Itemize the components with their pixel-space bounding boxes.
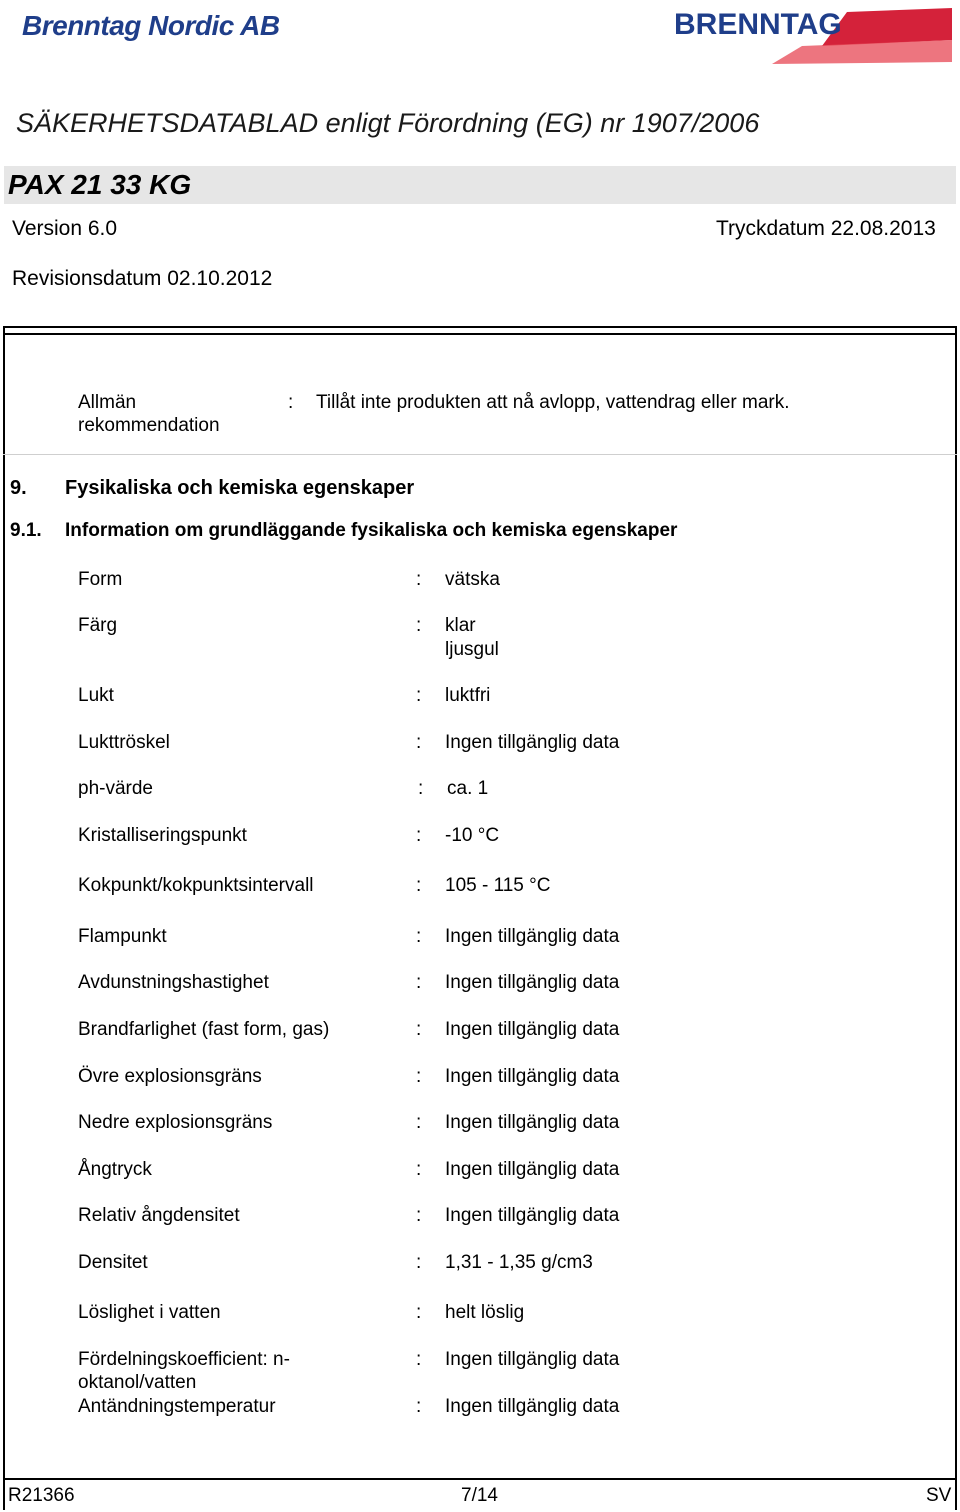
property-colon: :: [416, 1066, 422, 1087]
property-value: Ingen tillgänglig data: [445, 1205, 620, 1226]
content-frame-top: [3, 326, 957, 335]
property-label: Lukttröskel: [78, 732, 170, 753]
property-value: luktfri: [445, 685, 491, 706]
property-colon: :: [416, 1302, 422, 1323]
footer-page-number: 7/14: [461, 1485, 498, 1506]
property-colon: :: [416, 615, 422, 636]
company-name: Brenntag Nordic AB: [22, 10, 280, 41]
property-value: Ingen tillgänglig data: [445, 1066, 620, 1087]
property-value: Ingen tillgänglig data: [445, 1019, 620, 1040]
section-title: Fysikaliska och kemiska egenskaper: [65, 477, 415, 499]
property-value: Ingen tillgänglig data: [445, 732, 620, 753]
property-colon: :: [418, 778, 424, 799]
content-frame-right: [955, 326, 957, 1510]
property-colon: :: [416, 1159, 422, 1180]
property-label: Form: [78, 569, 123, 590]
property-colon: :: [416, 1112, 422, 1133]
recommendation-divider: [3, 454, 957, 455]
property-value: Ingen tillgänglig data: [445, 1112, 620, 1133]
property-value: vätska: [445, 569, 500, 590]
property-colon: :: [416, 1349, 422, 1370]
property-label: Fördelningskoefficient: n-: [78, 1349, 290, 1370]
property-value: 105 - 115 °C: [445, 875, 551, 896]
property-colon: :: [416, 1205, 422, 1226]
content-frame-bottom: [3, 1478, 957, 1480]
property-colon: :: [416, 926, 422, 947]
property-label: ph-värde: [78, 778, 153, 799]
property-label: Relativ ångdensitet: [78, 1205, 240, 1226]
property-label: Flampunkt: [78, 926, 167, 947]
property-value: Ingen tillgänglig data: [445, 1349, 620, 1370]
footer-code: R21366: [8, 1485, 75, 1506]
property-value: ca. 1: [447, 778, 489, 799]
property-label: Färg: [78, 615, 118, 636]
property-label: Ångtryck: [78, 1159, 152, 1180]
property-value: Ingen tillgänglig data: [445, 1396, 620, 1417]
footer-language: SV: [926, 1485, 952, 1506]
property-colon: :: [416, 825, 422, 846]
property-colon: :: [416, 1252, 422, 1273]
subsection-number: 9.1.: [10, 520, 42, 541]
brenntag-logo: [672, 4, 952, 66]
property-label: Löslighet i vatten: [78, 1302, 221, 1323]
property-value: Ingen tillgänglig data: [445, 972, 620, 993]
property-colon: :: [416, 732, 422, 753]
revision-date: Revisionsdatum 02.10.2012: [12, 267, 273, 290]
content-frame-left: [3, 326, 5, 1510]
property-value: 1,31 - 1,35 g/cm3: [445, 1252, 593, 1273]
property-label: Nedre explosionsgräns: [78, 1112, 273, 1133]
property-colon: :: [416, 972, 422, 993]
property-colon: :: [416, 569, 422, 590]
property-value: helt löslig: [445, 1302, 525, 1323]
version: Version 6.0: [12, 217, 118, 240]
property-value: Ingen tillgänglig data: [445, 926, 620, 947]
product-name: PAX 21 33 KG: [8, 169, 192, 200]
property-label: Avdunstningshastighet: [78, 972, 269, 993]
print-date: Tryckdatum 22.08.2013: [716, 217, 936, 240]
document-title: SÄKERHETSDATABLAD enligt Förordning (EG) nr 1907/2006: [16, 108, 760, 138]
subsection-title: Information om grundläggande fysikaliska och kemiska egenskaper: [65, 520, 678, 541]
property-value: klar: [445, 615, 476, 636]
property-value: -10 °C: [445, 825, 500, 846]
property-label: Lukt: [78, 685, 114, 706]
section-number: 9.: [10, 477, 27, 499]
property-colon: :: [416, 1019, 422, 1040]
recommendation-label-line2: rekommendation: [78, 415, 220, 436]
recommendation-label-line1: Allmän: [78, 392, 137, 413]
property-label: Kokpunkt/kokpunktsintervall: [78, 875, 314, 896]
property-label: Densitet: [78, 1252, 148, 1273]
property-colon: :: [416, 875, 422, 896]
property-label: Brandfarlighet (fast form, gas): [78, 1019, 330, 1040]
property-colon: :: [416, 685, 422, 706]
property-label: Övre explosionsgräns: [78, 1066, 262, 1087]
property-value-line2: ljusgul: [445, 639, 499, 660]
logo-text: BRENNTAG: [674, 8, 842, 41]
property-label: Antändningstemperatur: [78, 1396, 276, 1417]
recommendation-value: Tillåt inte produkten att nå avlopp, vattendrag eller mark.: [316, 392, 790, 413]
property-value: Ingen tillgänglig data: [445, 1159, 620, 1180]
property-colon: :: [416, 1396, 422, 1417]
recommendation-colon: :: [288, 392, 294, 413]
property-label-line2: oktanol/vatten: [78, 1372, 197, 1393]
property-label: Kristalliseringspunkt: [78, 825, 247, 846]
